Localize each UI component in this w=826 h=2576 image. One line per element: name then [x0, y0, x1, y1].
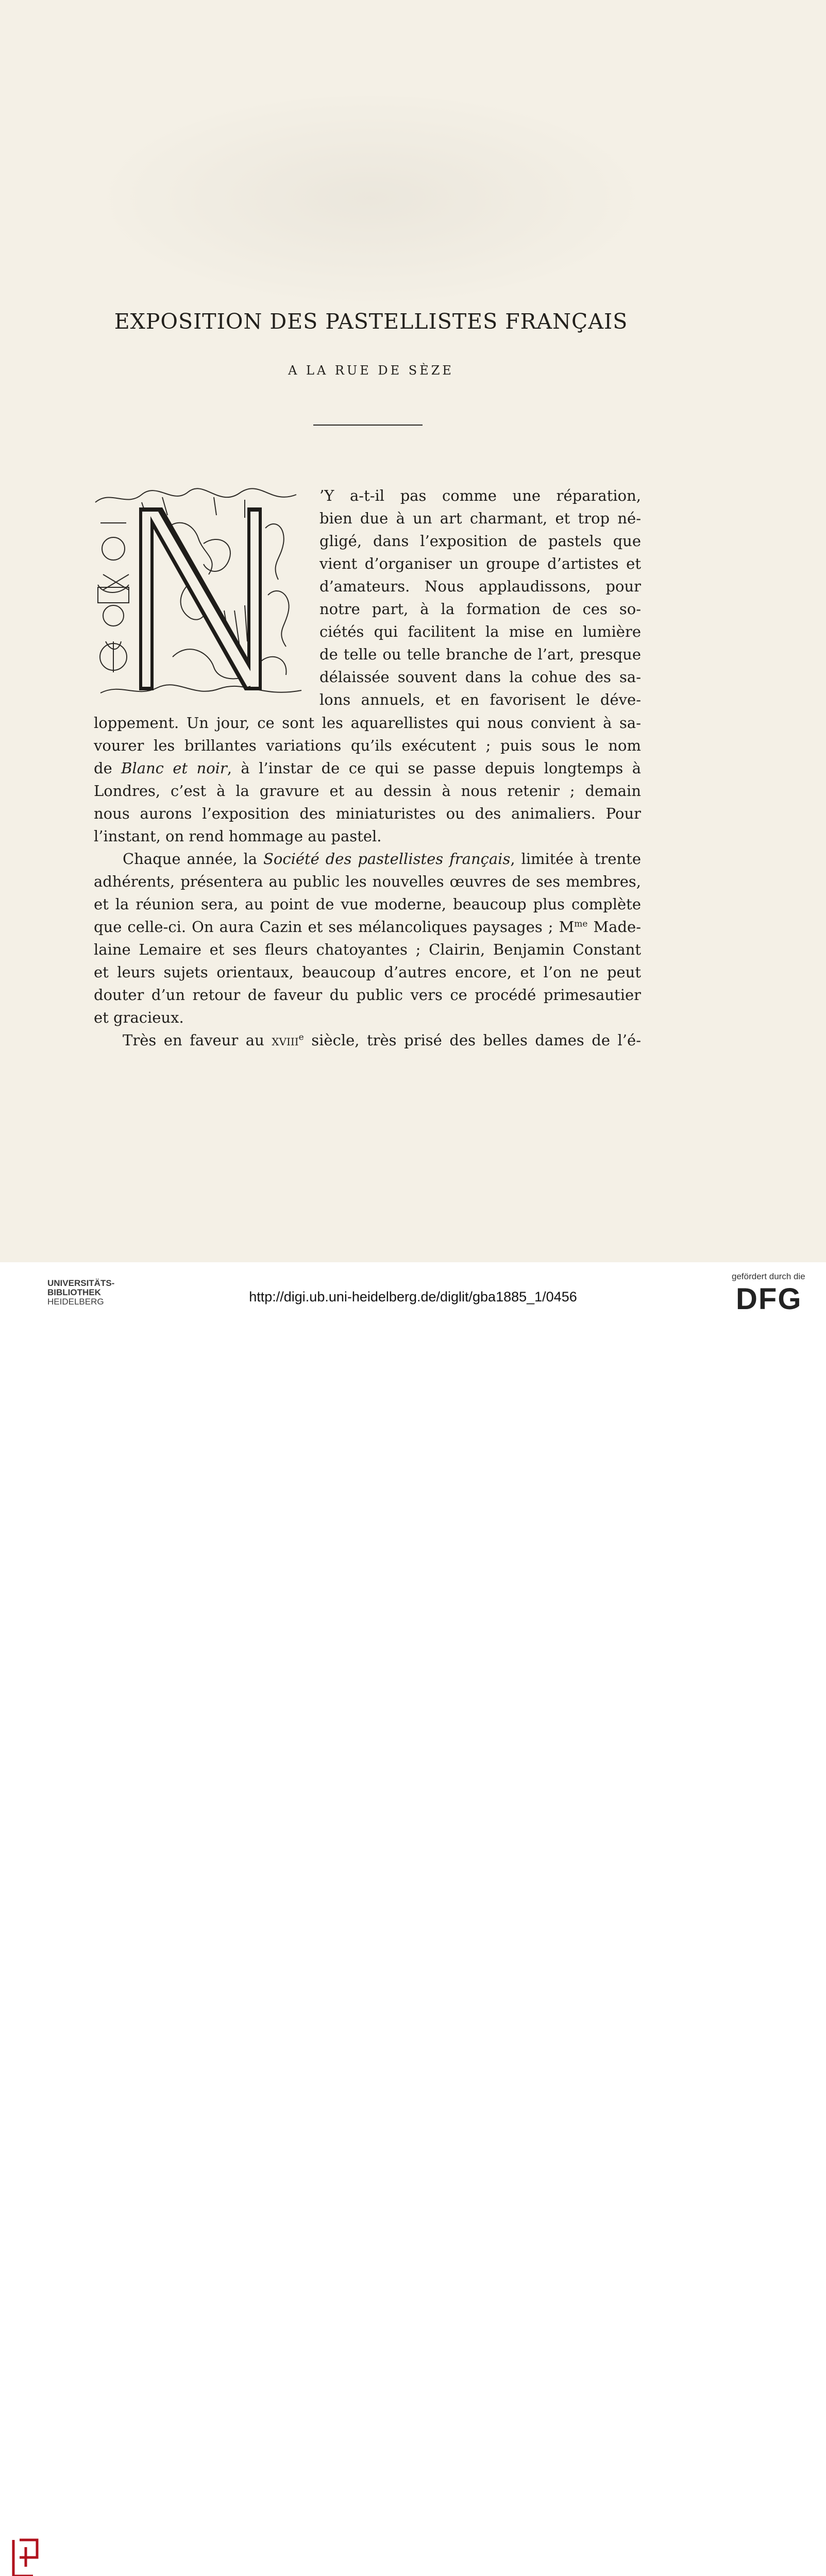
title-divider [313, 425, 423, 426]
text-line: laine Lemaire et ses fleurs chatoyantes ; Clairin, Benjamin Constant [94, 941, 641, 958]
text-line: adhérents, présentera au public les nouvelles œuvres de ses membres, [94, 873, 641, 890]
text-line: de Blanc et noir, à l’instar de ce qui se passe depuis longtemps à [94, 759, 641, 777]
text-line: l’instant, on rend hommage au pastel. [94, 827, 382, 845]
text-line: douter d’un retour de faveur du public vers ce procédé primesautier [94, 986, 641, 1004]
text-line: notre part, à la formation de ces so- [319, 600, 641, 618]
text-line: d’amateurs. Nous applaudissons, pour [319, 578, 641, 595]
scanned-page [0, 0, 826, 1262]
text-line: loppement. Un jour, ce sont les aquarellistes qui nous convient à sa- [94, 714, 641, 732]
text-line: nous aurons l’exposition des miniaturistes ou des animaliers. Pour [94, 805, 641, 822]
text-line: de telle ou telle branche de l’art, presque [319, 646, 641, 663]
show-through-text [88, 88, 654, 309]
text-line: et la réunion sera, au point de vue moderne, beaucoup plus complète [94, 895, 641, 913]
university-library-logo-icon [7, 2535, 43, 2576]
text-line: délaissée souvent dans la cohue des sa- [319, 668, 641, 686]
library-name: UNIVERSITÄTS- BIBLIOTHEK HEIDELBERG [47, 1278, 115, 1307]
permalink-url[interactable]: http://digi.ub.uni-heidelberg.de/diglit/gba1885_1/0456 [249, 1289, 577, 1304]
sponsor-label: gefördert durch die [732, 1272, 805, 1281]
text-line: Chaque année, la Société des pastellistes français, limitée à trente [123, 850, 641, 868]
text-line: lons annuels, et en favorisent le déve- [319, 691, 641, 708]
text-line: et gracieux. [94, 1009, 184, 1026]
ornamental-initial-n [90, 487, 317, 702]
article-subtitle: A LA RUE DE SÈZE [288, 363, 454, 378]
italic-society-name: Société des pastellistes français [263, 850, 511, 868]
text-line: Très en faveur au xviii$^e$ siècle, très prisé des belles dames de l’é- [123, 1031, 641, 1049]
text-line: bien due à un art charmant, et trop né- [319, 510, 641, 527]
italic-title: Blanc et noir [121, 759, 227, 777]
text-line: vourer les brillantes variations qu’ils exécutent ; puis sous le nom [94, 737, 641, 754]
text-line: ’Y a-t-il pas comme une réparation, [319, 487, 641, 504]
text-line: que celle-ci. On aura Cazin et ses mélancoliques paysages ; $M^{me}$ Made- [94, 918, 641, 936]
text-line: Londres, c’est à la gravure et au dessin à nous retenir ; demain [94, 782, 641, 800]
text-line: et leurs sujets orientaux, beaucoup d’autres encore, et l’on ne peut [94, 963, 641, 981]
article-title: EXPOSITION DES PASTELLISTES FRANÇAIS [114, 309, 628, 334]
text-line: gligé, dans l’exposition de pastels que [319, 532, 641, 550]
text-line: vient d’organiser un groupe d’artistes et [319, 555, 641, 572]
text-line: ciétés qui facilitent la mise en lumière [319, 623, 641, 640]
dfg-logo: DFG [736, 1282, 802, 1316]
